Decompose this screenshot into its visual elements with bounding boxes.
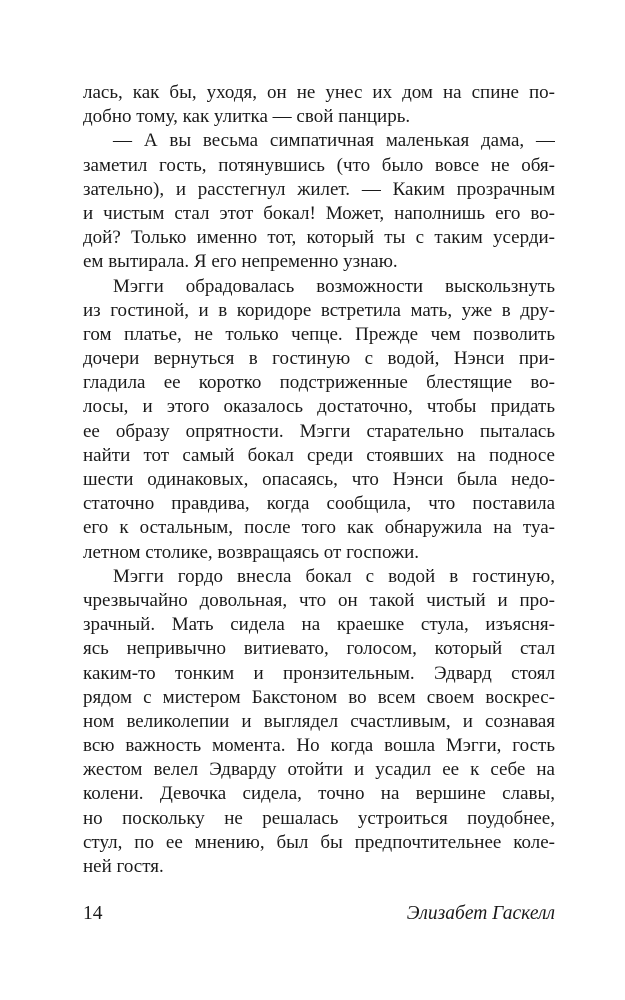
paragraph [83,565,555,879]
text-line: ее образу опрятности. Мэгги старательно пыталась [83,420,555,442]
text-line: дой? Только именно тот, который ты с таким усерди- [83,227,555,249]
text-line: шести одинаковых, опасаясь, что Нэнси была недо- [83,469,555,490]
text-line: статочно правдива, когда сообщила, что поставила [83,493,555,515]
text-line: ем вытирала. Я его непременно узнаю. [83,251,398,273]
text-line: всю важность момента. Но когда вошла Мэгги, гость [83,735,555,757]
page-number: 14 [83,903,103,924]
text-line: каким-то тонким и пронзительным. Эдвард стоял [83,662,555,684]
text-line: из гостиной, и в коридоре встретила мать, уже в дру- [83,299,555,321]
text-line: и чистым стал этот бокал! Может, наполнишь его во- [83,202,555,224]
text-line: дочери вернуться в гостиную с водой, Нэнси при- [83,348,555,370]
paragraph [83,81,555,129]
running-title-author: Элизабет Гаскелл [406,903,555,924]
paragraph [83,129,555,274]
text-line: лосы, и этого оказалось достаточно, чтобы придать [83,396,555,418]
text-line: чрезвычайно довольная, что он такой чистый и про- [83,589,555,611]
text-line: Мэгги гордо внесла бокал с водой в гостиную, [113,565,555,587]
text-line: рядом с мистером Бакстоном во всем своем воскрес- [83,686,555,708]
text-line: его к остальным, после того как обнаружила на туа- [83,517,555,539]
text-line: летном столике, возвращаясь от госпожи. [83,541,420,563]
text-line: заметил гость, потянувшись (что было вовсе не обя- [83,154,555,176]
page-footer [83,903,555,925]
text-line: ней гостя. [83,856,164,877]
text-line: но поскольку не решалась устроиться поудобнее, [83,807,555,829]
text-line: лась, как бы, уходя, он не унес их дом на спине по- [83,82,555,103]
text-line: найти тот самый бокал среди стоявших на подносе [83,444,555,466]
text-line: зрачный. Мать сидела на краешке стула, изъясня- [83,614,555,636]
text-line: Мэгги обрадовалась возможности выскользнуть [113,275,555,297]
paragraph [83,275,555,565]
text-line: ясь непривычно витиевато, голосом, который стал [83,638,555,660]
text-line: гладила ее коротко подстриженные блестящие во- [83,372,555,394]
text-line: ном великолепии и выглядел счастливым, и сознавая [83,710,555,732]
text-line: гом платье, не только чепце. Прежде чем позволить [83,323,555,345]
text-line: колени. Девочка сидела, точно на вершине славы, [83,783,555,805]
text-line: — А вы весьма симпатичная маленькая дама, — [113,130,555,152]
text-line: жестом велел Эдварду отойти и усадил ее к себе на [83,759,555,781]
text-line: добно тому, как улитка — свой панцирь. [83,106,411,128]
body-text [83,81,555,879]
text-line: зательно), и расстегнул жилет. — Каким прозрачным [83,178,555,200]
text-line: стул, по ее мнению, был бы предпочтительнее коле- [83,831,555,853]
